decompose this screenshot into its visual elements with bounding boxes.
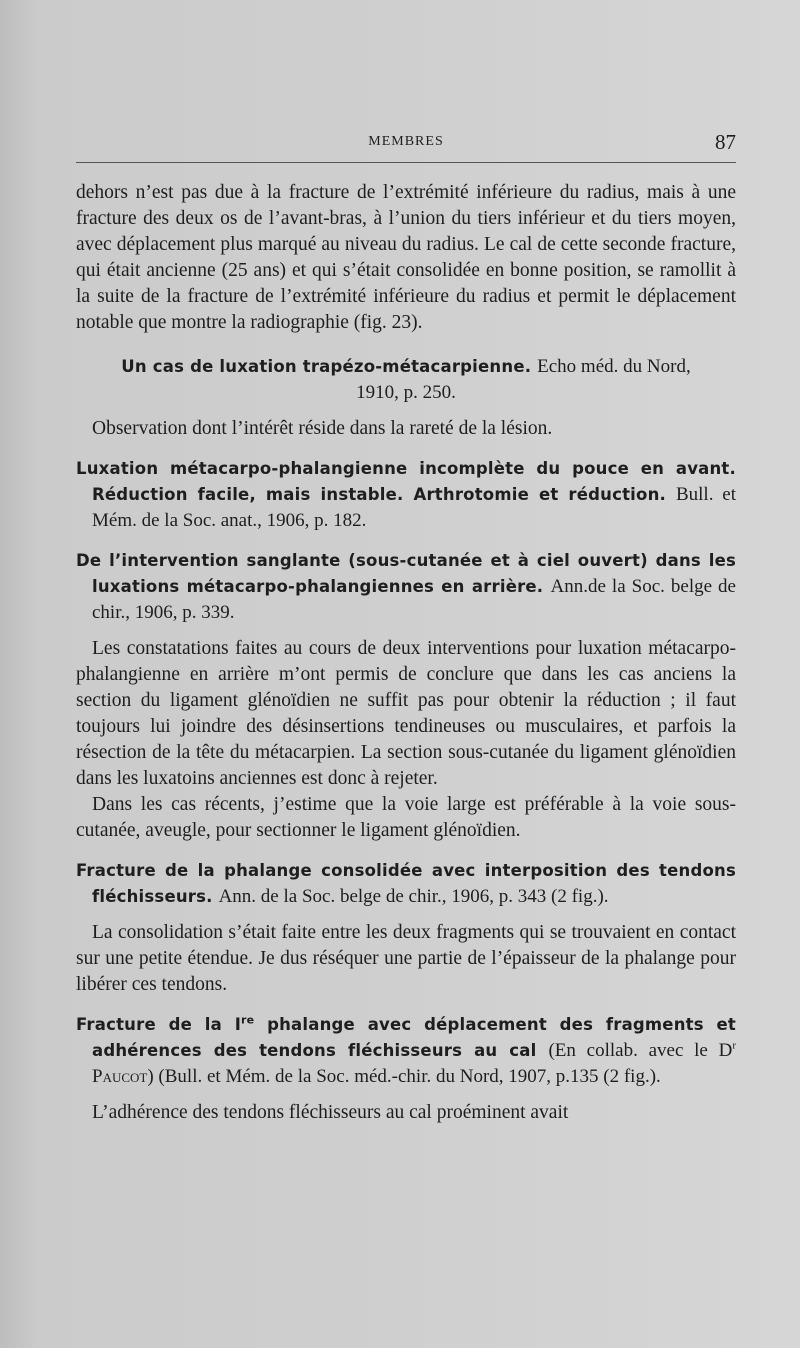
entry-heading-intervention: [76, 548, 736, 626]
paragraph-consolidation: La consolidation s’était faite entre les deux fragments qui se trouvaient en contact sur une petite étendue. Je dus réséquer une partie de l’épaisseur de la phalange pour libérer ces tendons.: [76, 922, 736, 995]
entry-title: Un cas de luxation trapézo-métacarpienne.: [121, 357, 532, 376]
entry-title-b: phalange avec déplacement des fragments et adhérences des tendons fléchisseurs au cal: [92, 1015, 736, 1060]
entry-heading-trapezo: [76, 354, 736, 406]
entry-title-a: Fracture de la I: [76, 1015, 242, 1034]
ref-part-b: ) (Bull. et Mém. de la Soc. méd.-chir. du Nord, 1907, p.135 (2 fig.).: [147, 1066, 661, 1087]
entry-title: De l’intervention sanglante (sous-cutanée et à ciel ouvert) dans les luxations métacarpo-phalangiennes en arrière.: [76, 551, 736, 596]
entry-heading-fracture-phalange: [76, 858, 736, 910]
entry-reference: Echo méd. du Nord, 1910, p. 250.: [356, 356, 691, 403]
ref-sup: r: [732, 1039, 737, 1052]
entry-reference: Ann. de la Soc. belge de chir., 1906, p. 343 (2 fig.).: [218, 886, 609, 907]
entry-title: Fracture de la phalange consolidée avec interposition des tendons fléchisseurs.: [76, 861, 736, 906]
entry-title: Luxation métacarpo-phalangienne incomplète du pouce en avant. Réduction facile, mais instable. Arthrotomie et réduction.: [76, 459, 736, 504]
entry-heading-luxation-pouce: [76, 456, 736, 534]
header-rule: [76, 162, 736, 163]
page-header: [76, 130, 736, 160]
entry-title-sup: re: [241, 1013, 255, 1027]
entry-reference: Bull. et Mém. de la Soc. anat., 1906, p. 182.: [92, 484, 736, 531]
paragraph-cas-recents: Dans les cas récents, j’estime que la voie large est préférable à la voie sous-cutanée, aveugle, pour sectionner le ligament glénoïdien.: [76, 794, 736, 841]
paragraph-adherence: L’adhérence des tendons fléchisseurs au cal proéminent avait: [92, 1102, 569, 1123]
page-body: [76, 180, 736, 1126]
entry-reference: Ann.de la Soc. belge de chir., 1906, p. 339.: [92, 576, 736, 623]
ref-author: Paucot: [92, 1066, 148, 1087]
running-title: MEMBRES: [368, 134, 444, 149]
paragraph-continuation: dehors n’est pas due à la fracture de l’extrémité inférieure du radius, mais à une fracture des deux os de l’avant-bras, à l’union du tiers inférieur et du tiers moyen, avec déplacement plus marqué au niveau du radius. Le cal de cette seconde fracture, qui était ancienne (25 ans) et qui s’était consolidée en bonne position, se ramollit à la suite de la fracture de l’extrémité inférieure du radius et permit le déplacement notable que montre la radiographie (fig. 23).: [76, 182, 736, 333]
entry-heading-fracture-premiere-phalange: [76, 1012, 736, 1090]
paragraph-constatations: Les constatations faites au cours de deux interventions pour luxation métacarpo-phalangienne en arrière m’ont permis de conclure que dans les cas anciens la section du ligament glénoïdien ne suffit pas pour obtenir la réduction ; il faut toujours lui joindre des désinsertions tendineuses ou musculaires, et parfois la résection de la tête du métacarpien. La section sous-cutanée du ligament glénoïdien dans les luxatoins anciennes est donc à rejeter.: [76, 638, 736, 789]
page-number: 87: [715, 130, 736, 154]
ref-part-a: (En collab. avec le D: [548, 1040, 733, 1061]
paragraph-observation: Observation dont l’intérêt réside dans la rareté de la lésion.: [92, 418, 553, 439]
